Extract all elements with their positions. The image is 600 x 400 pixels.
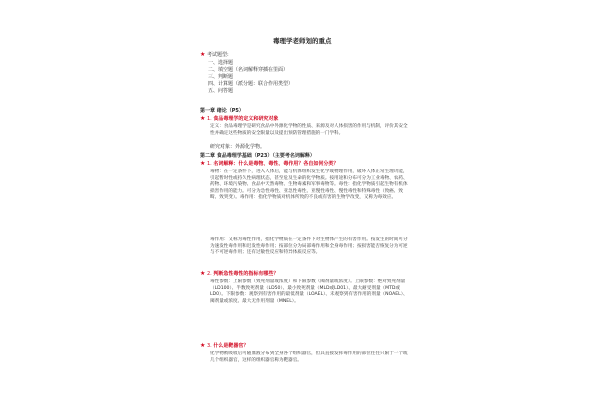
chapter2-q1-paragraph: 毒物：在一定条件下，进入人体后，能与机体组织发生化学或物理作用，破坏人体正常生理功能，引起暂时性或持久性病理状态，甚至危及生命的化学物质。按用途和分布可分为工业毒物、农药、药物、环境污染物、食品中天然毒物、生物毒素和军事毒物等。毒性：指化学物质引起生物有机体损害作用的能力。可分为急性毒性、亚急性毒性、亚慢性毒性、慢性毒性和特殊毒性（致癌、致畸、致突变）。毒作用：指化学物质对机体所致的不良或有害的生物学改变，又称为毒效应。 [210, 169, 408, 200]
star-bullet-icon: ★ [200, 342, 206, 349]
question-number: 1. [206, 161, 212, 167]
question-number: 3. [206, 343, 212, 349]
star-bullet-icon: ★ [200, 51, 206, 58]
chapter1-definition-paragraph: 定义：食品毒理学是研究食品中外源化学物的性质、来源及对人体损害的作用与机制，评价其安全性并确定这些物质的安全限量以及提出预防管理措施的一门学科。 [210, 124, 408, 136]
question-text: 名词解释：什么是毒物、毒性、毒作用？各自如何分类？ [213, 161, 339, 167]
exam-types-heading [200, 52, 229, 58]
question-text: 什么是靶器官？ [213, 343, 249, 349]
chapter2-heading: 第二章 食品毒理学基础（P23）（主要考名词解释） [200, 153, 315, 159]
chapter2-question-2 [200, 271, 278, 277]
chapter2-q1-paragraph-2: 毒作用：又称为毒性作用，指化学物质在一定条件下对生物体产生的有害作用。按发生的时间可分为速发性毒作用和迟发性毒作用；按部位分为局部毒作用和全身毒作用；按损害能否恢复分为可逆与不可逆毒作用；还有过敏性反应和特异体质反应等。 [210, 237, 408, 255]
exam-type-item: 五、问答题 [208, 88, 234, 94]
exam-type-item: 四、计算题（派分题：联合作用类型） [208, 81, 294, 87]
question-number: 1. [206, 116, 212, 122]
exam-type-item: 一、选择题 [208, 60, 234, 66]
chapter1-question-1 [200, 116, 278, 122]
chapter2-question-3 [200, 343, 248, 349]
chapter2-q3-paragraph: 化学物被吸收后可随血液分布到全身各个组织器官，但其直接发挥毒作用的部位往往只限于一个或几个组织器官，这样的组织器官称为靶器官。 [210, 351, 408, 363]
exam-types-label: 考试题型: [206, 52, 229, 58]
star-bullet-icon: ★ [200, 115, 206, 122]
chapter2-q2-paragraph: 毒性参数：上限参数（致死剂量或浓度）和下限参数（阈剂量或浓度）。上限参数：绝对致死剂量（LD100）、半数致死剂量（LD50）、最小致死剂量（MLD或LD01）、最大耐受剂量（MTD或LD0）。下限参数：观察到有害作用的最低剂量（LOAEL）、未观察到有害作用的剂量（NOAEL）、阈剂量或浓度、最大无作用剂量（MNEL）。 [210, 279, 408, 304]
exam-type-item: 二、填空题（名词解释穿插在里面） [208, 67, 289, 73]
question-text: 判断急性毒性的指标有哪些？ [213, 271, 279, 277]
exam-type-item: 三、判断题 [208, 74, 234, 80]
star-bullet-icon: ★ [200, 270, 206, 277]
chapter1-object-line: 研究对象：外源化学物。 [210, 144, 266, 150]
question-text: 食品毒理学的定义和研究对象 [213, 116, 279, 122]
document-title: 毒理学老师划的重点 [273, 37, 332, 45]
chapter2-question-1 [200, 161, 338, 167]
chapter1-heading: 第一章 绪论（P5） [200, 108, 244, 114]
question-number: 2. [206, 271, 212, 277]
star-bullet-icon: ★ [200, 160, 206, 167]
